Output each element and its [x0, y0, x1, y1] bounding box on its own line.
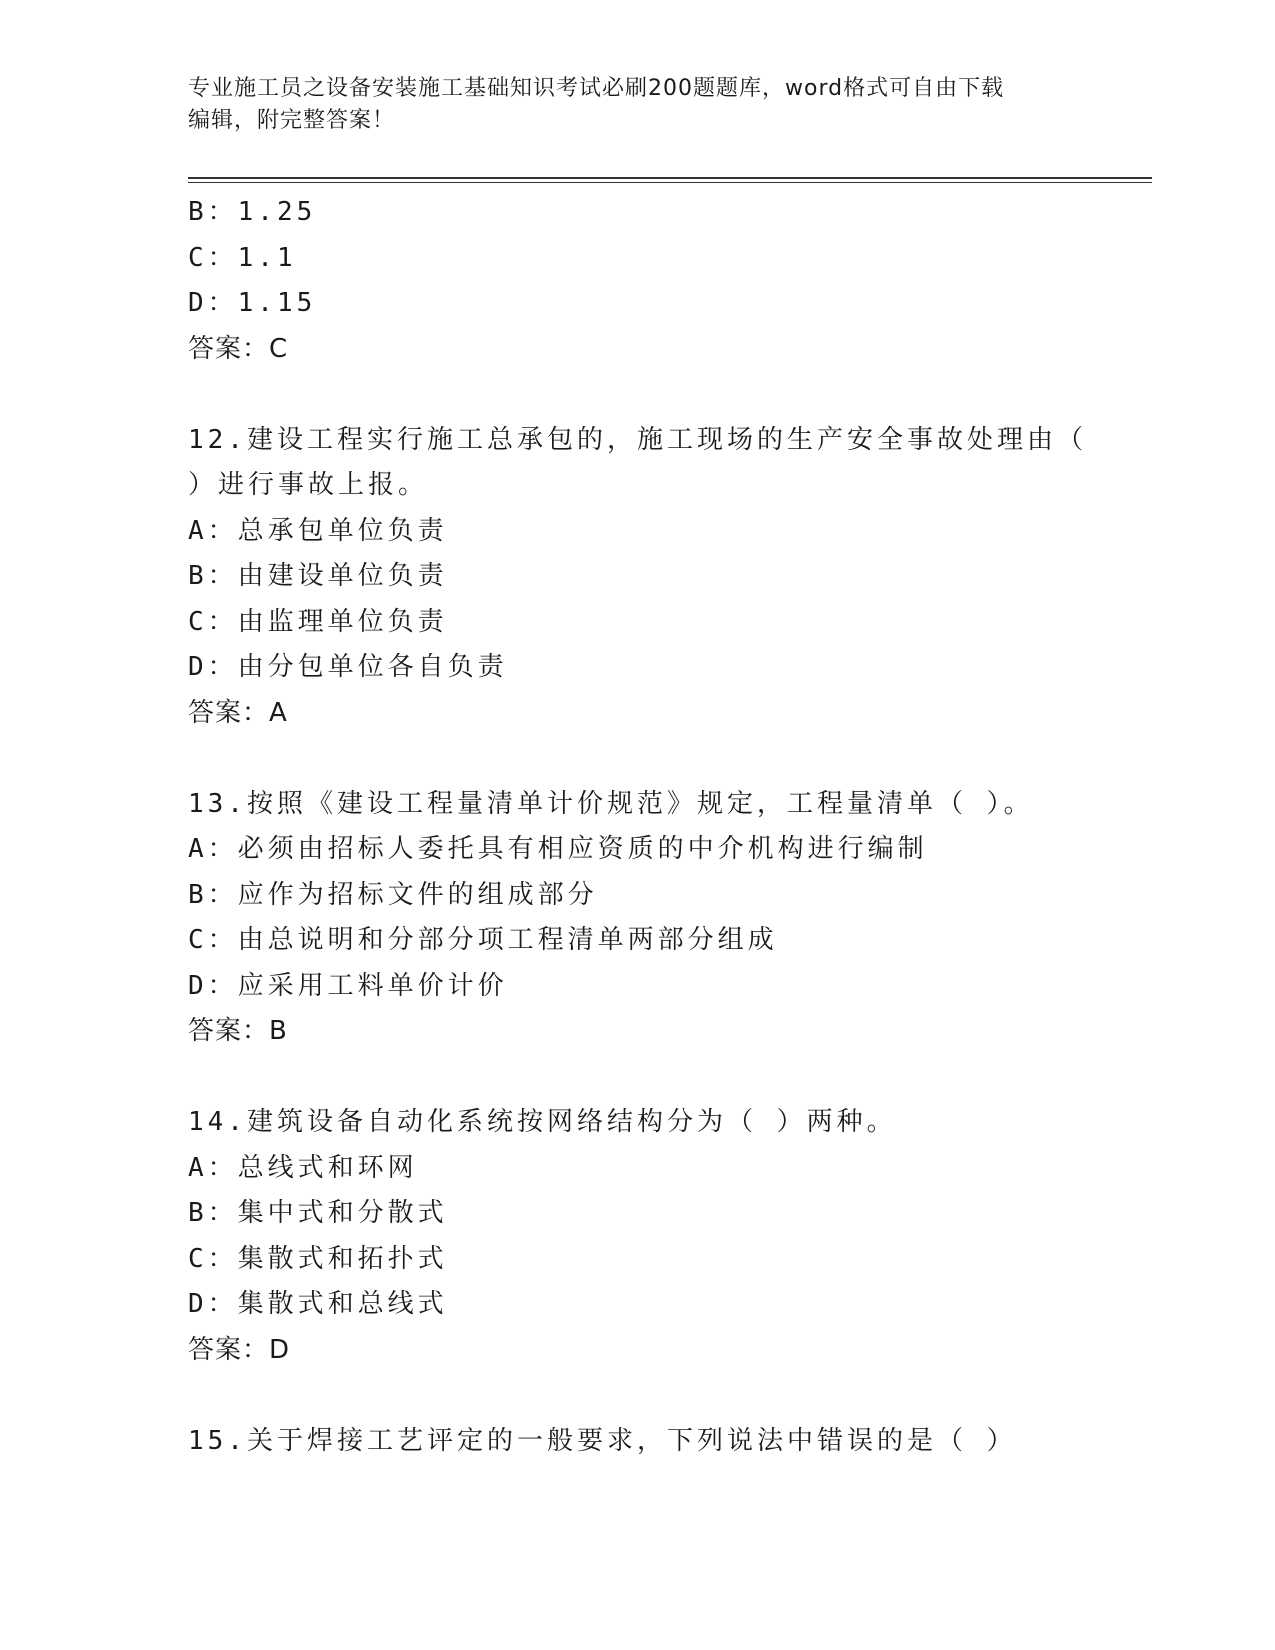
option-c: C：由监理单位负责: [188, 606, 448, 637]
spacer: [188, 736, 1088, 782]
option-d: D：由分包单位各自负责: [188, 652, 508, 682]
option-b: B：1.25: [188, 197, 317, 227]
option-d: D：集散式和总线式: [188, 1289, 448, 1319]
answer-line: 答案：C: [188, 333, 289, 364]
question-stem: 13.按照《建设工程量清单计价规范》规定，工程量清单（ ）。: [188, 788, 1034, 819]
header-title-line-1: 专业施工员之设备安装施工基础知识考试必刷200题题库，word格式可自由下载: [188, 76, 1005, 101]
question-stem: 14.建筑设备自动化系统按网络结构分为（ ）两种。: [188, 1107, 897, 1137]
option-d: D：1.15: [188, 288, 317, 318]
question-11: [188, 190, 1088, 372]
header-rule-thin: [188, 182, 1152, 183]
question-14: [188, 1100, 1088, 1373]
option-b: B：由建设单位负责: [188, 561, 448, 591]
spacer: [188, 1373, 1088, 1419]
question-stem: 15.关于焊接工艺评定的一般要求，下列说法中错误的是（ ）: [188, 1425, 1017, 1456]
option-c: C：集散式和拓扑式: [188, 1243, 448, 1274]
question-list: [188, 190, 1088, 1464]
option-c: C：1.1: [188, 242, 297, 273]
spacer: [188, 372, 1088, 418]
answer-line: 答案：A: [188, 697, 288, 728]
option-c: C：由总说明和分部分项工程清单两部分组成: [188, 925, 778, 955]
option-d: D：应采用工料单价计价: [188, 970, 508, 1001]
question-15: [188, 1419, 1088, 1465]
option-a: A：总承包单位负责: [188, 515, 448, 546]
spacer: [188, 1055, 1088, 1101]
header-title-line-2: 编辑，附完整答案！: [188, 108, 396, 133]
answer-line: 答案：B: [188, 1016, 288, 1046]
question-12: [188, 418, 1088, 737]
header-rule-thick: [188, 177, 1152, 179]
page-header: [188, 73, 1088, 137]
question-stem-continued: ）进行事故上报。: [188, 470, 429, 500]
option-b: B：应作为招标文件的组成部分: [188, 879, 598, 910]
question-13: [188, 782, 1088, 1055]
option-b: B：集中式和分散式: [188, 1198, 448, 1228]
option-a: A：必须由招标人委托具有相应资质的中介机构进行编制: [188, 834, 928, 864]
answer-line: 答案：D: [188, 1334, 291, 1365]
option-a: A：总线式和环网: [188, 1152, 418, 1183]
question-stem: 12.建设工程实行施工总承包的，施工现场的生产安全事故处理由（: [188, 424, 1087, 455]
